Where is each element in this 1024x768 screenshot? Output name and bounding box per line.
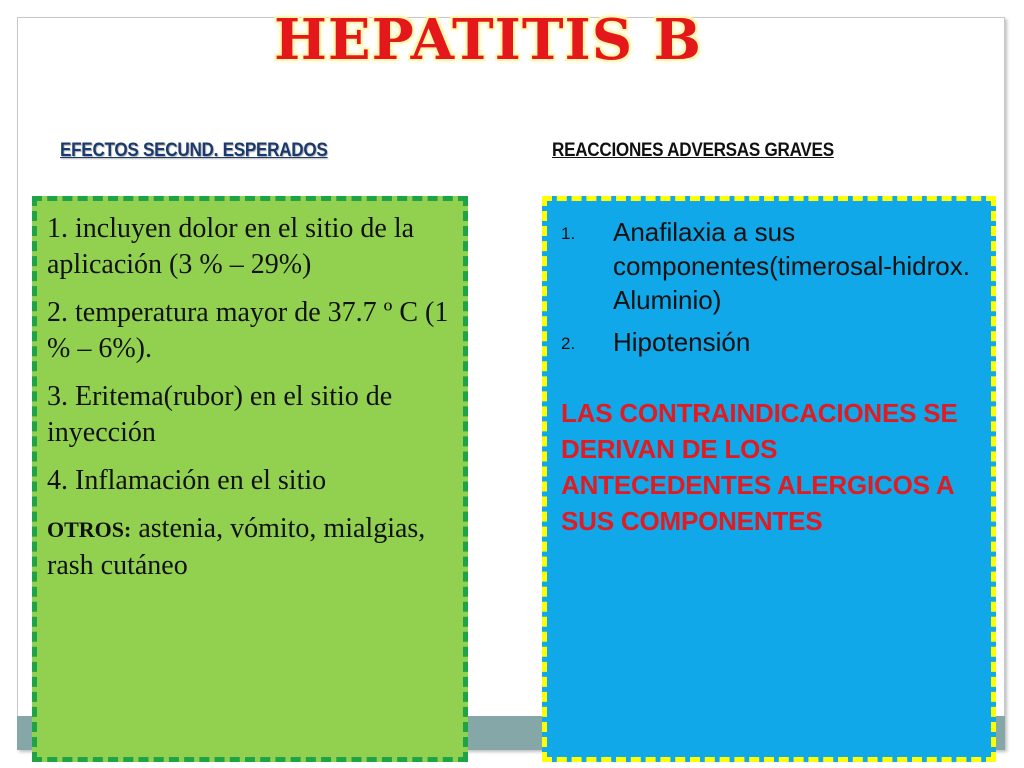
- right-column-heading: REACCIONES ADVERSAS GRAVES: [552, 140, 834, 161]
- contraindications-note: LAS CONTRAINDICACIONES SE DERIVAN DE LOS ANTECEDENTES ALERGICOS A SUS COMPONENTES: [561, 398, 958, 536]
- slide-title: HEPATITIS B: [273, 7, 703, 73]
- expected-effect-item: 1. incluyen dolor en el sitio de la aplicación (3 % – 29%): [47, 213, 415, 280]
- severe-reaction-item: [557, 325, 981, 361]
- left-column-heading: EFECTOS SECUND. ESPERADOS: [60, 140, 328, 161]
- expected-effects-box: [32, 196, 468, 762]
- severe-reactions-box: [542, 196, 996, 762]
- list-text: Hipotensión: [613, 327, 751, 357]
- other-effects-label: OTROS:: [47, 517, 132, 542]
- expected-effect-item: 4. Inflamación en el sitio: [47, 465, 327, 496]
- severe-reactions-list: [557, 215, 981, 361]
- list-text: Anafilaxia a sus componentes(timerosal-hidrox. Aluminio): [613, 217, 970, 315]
- other-effects-text: astenia, vómito, mialgias, rash cutáneo: [47, 513, 426, 581]
- list-number: 2.: [561, 334, 576, 353]
- expected-effect-item: 3. Eritema(rubor) en el sitio de inyección: [47, 381, 393, 448]
- severe-reaction-item: [557, 215, 981, 317]
- list-number: 1.: [561, 224, 576, 243]
- other-effects: [47, 511, 455, 584]
- expected-effect-item: 2. temperatura mayor de 37.7 º C (1 % – 6%).: [47, 297, 449, 364]
